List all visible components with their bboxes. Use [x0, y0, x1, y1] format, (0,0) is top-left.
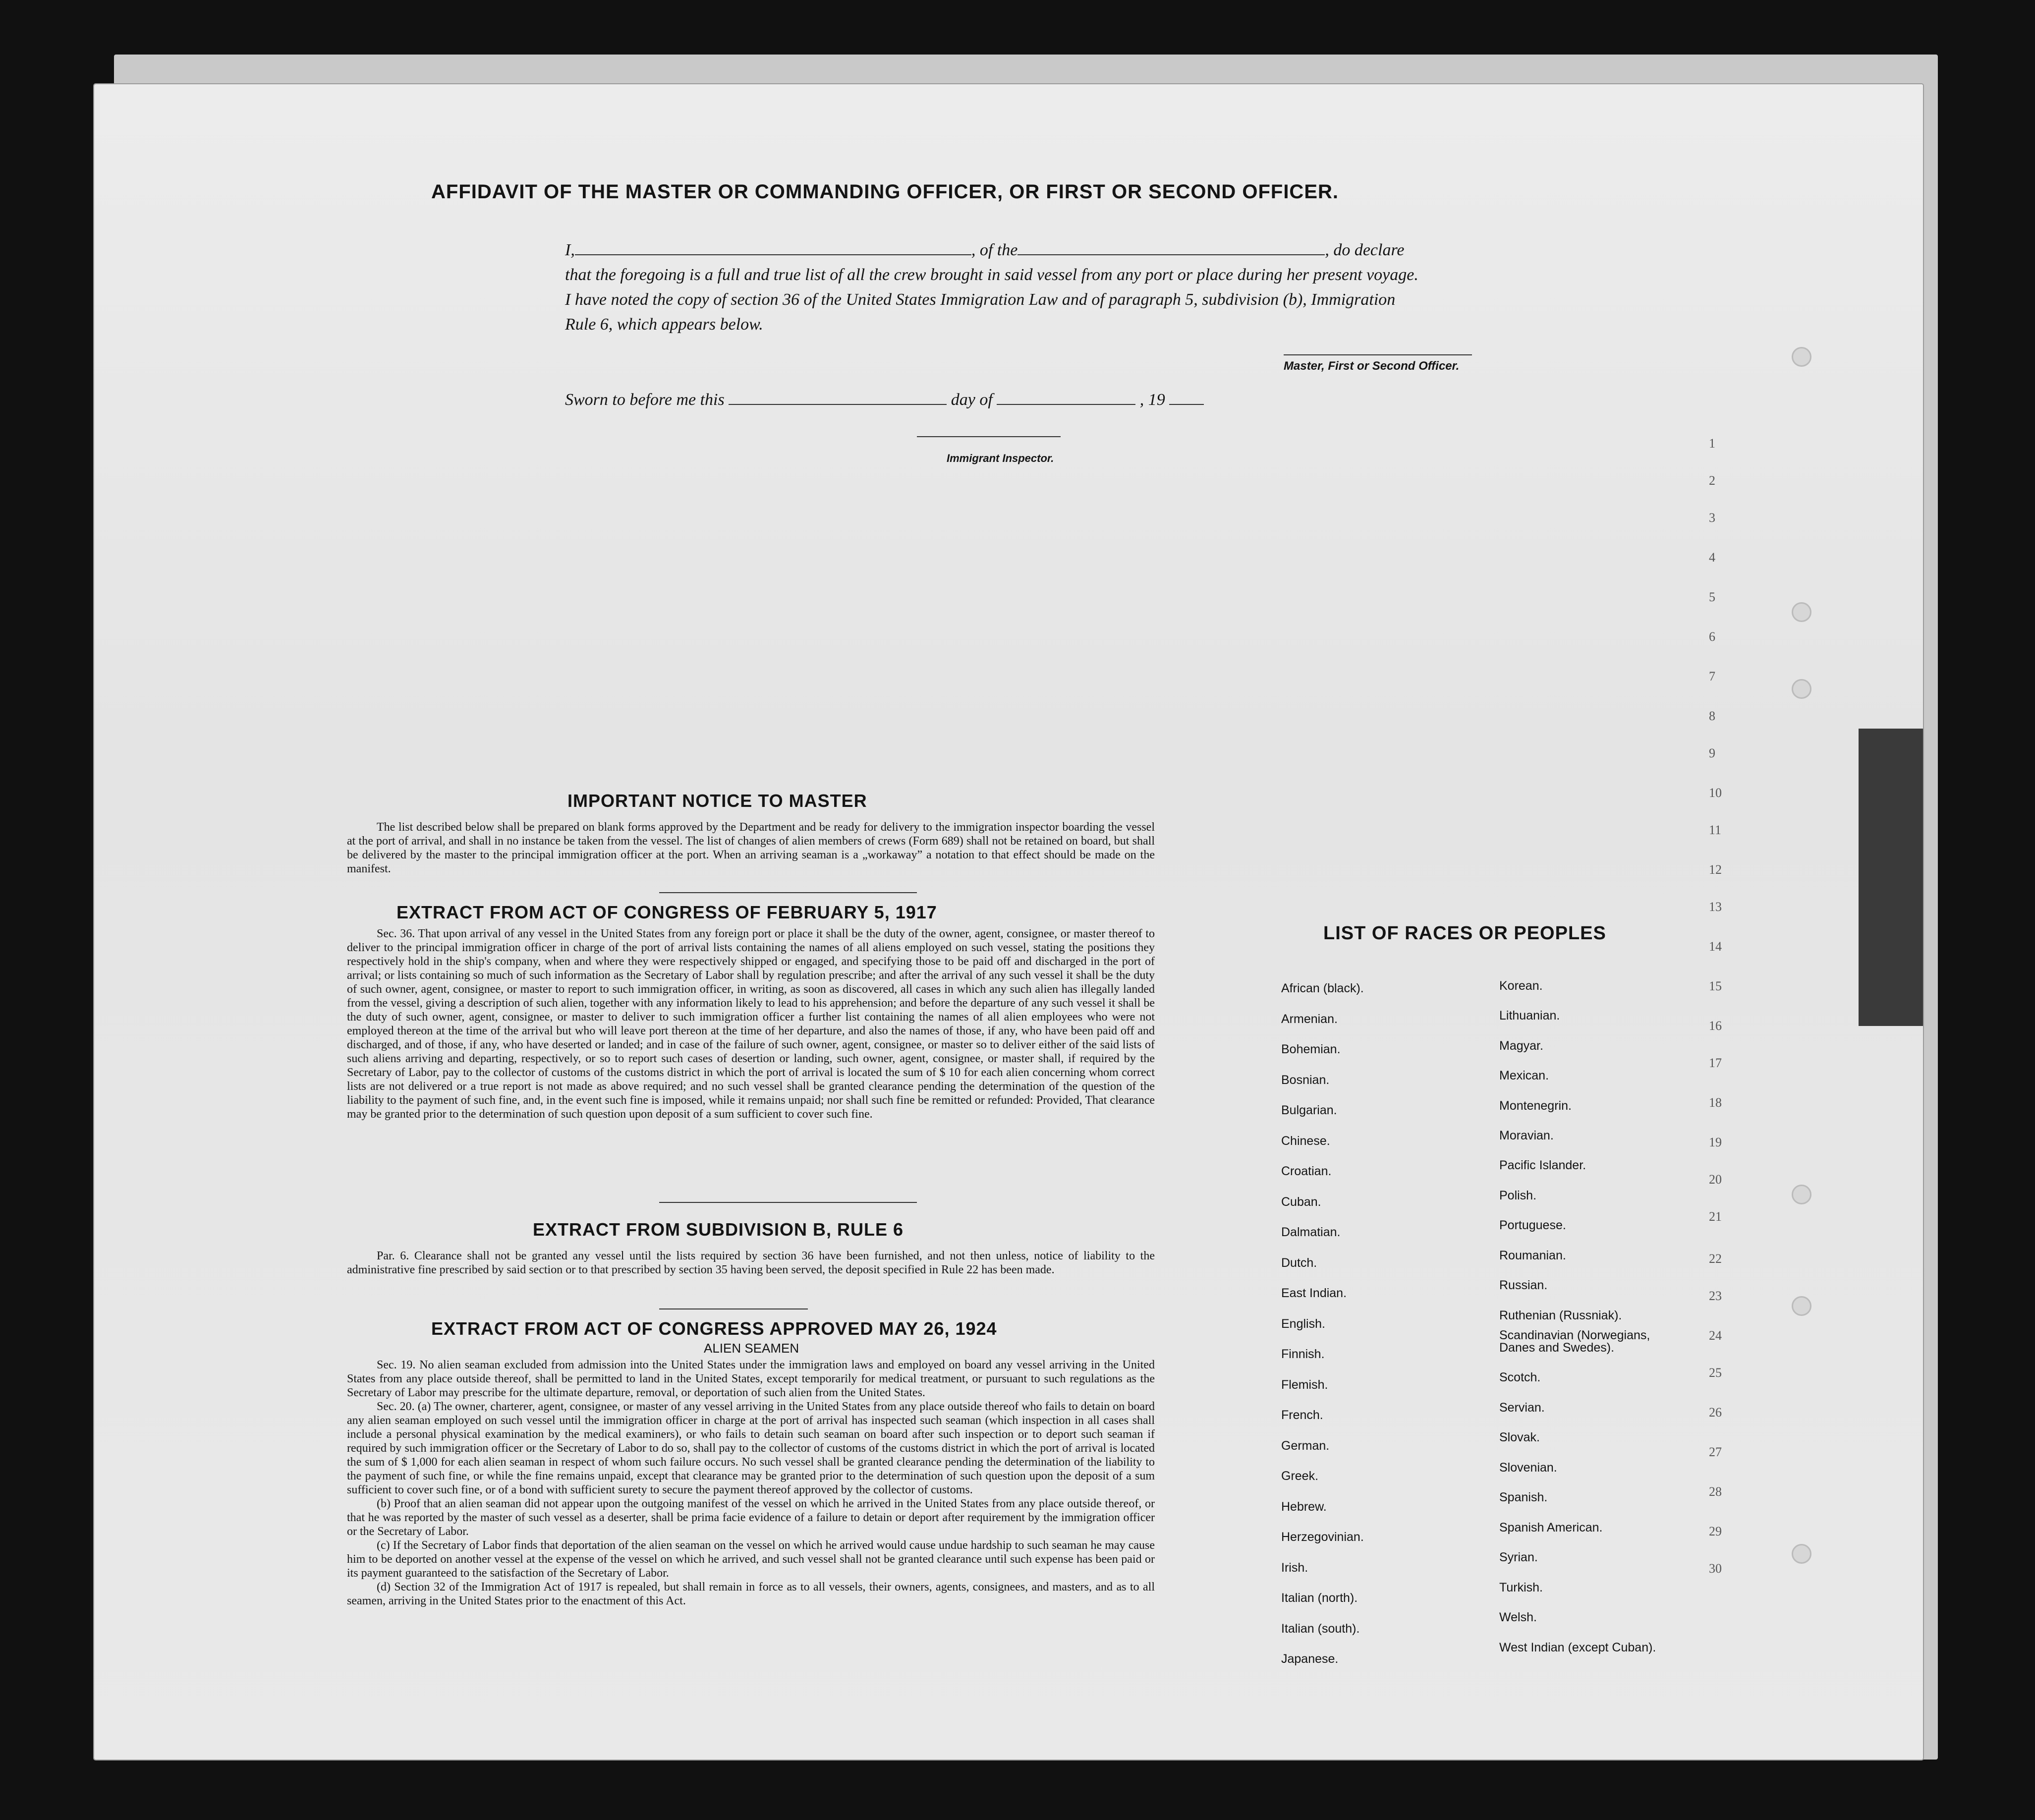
act-1924-sec-19: Sec. 19. No alien seaman excluded from admission into the United States under the immigration laws and employed on board any vessel arriving in the United States from any place outside thereof, shall be permitted to land in the United States, except temporarily for medical treatment, or pursuant to such regulations as the Secretary of Labor may prescribe for the ultimate departure, removal, or deportation of such alien from the United States. — [347, 1359, 1155, 1399]
race-item: Irish. — [1281, 1560, 1308, 1575]
race-item: Mexican. — [1499, 1069, 1549, 1082]
race-item: Magyar. — [1499, 1039, 1543, 1053]
divider — [659, 1308, 808, 1309]
race-item: African (black). — [1281, 981, 1364, 995]
inspector-line[interactable] — [917, 436, 1061, 437]
punch-hole — [1792, 1296, 1811, 1316]
sworn-day-blank[interactable] — [729, 389, 947, 405]
race-item: Dutch. — [1281, 1255, 1317, 1270]
signature-label: Master, First or Second Officer. — [1284, 359, 1460, 373]
race-item: Korean. — [1499, 979, 1543, 993]
divider — [659, 892, 917, 893]
race-item: Cuban. — [1281, 1194, 1321, 1209]
notice-title: IMPORTANT NOTICE TO MASTER — [567, 791, 867, 811]
divider — [659, 1202, 917, 1203]
race-item: Spanish. — [1499, 1490, 1548, 1504]
affidavit-line2: that the foregoing is a full and true list of all the crew brought in said vessel from any port or place during her present voyage. — [565, 266, 1418, 284]
act-1917-title: EXTRACT FROM ACT OF CONGRESS OF FEBRUARY 5, 1917 — [396, 902, 937, 922]
race-item: Portuguese. — [1499, 1218, 1566, 1232]
act-1917-paragraph: Sec. 36. That upon arrival of any vessel in the United States from any foreign port or place it shall be the duty of the owner, agent, consignee, or master thereof to deliver to the principal immigration officer in charge of the port of arrival lists containing the names of all aliens employed on such vessel, stating the positions they respectively hold in the ship's company, when and where they were respectively shipped or engaged, and specifying those to be paid off and discharged in the port of arrival; or lists containing so much of such information as the Secretary of Labor shall by regulation prescribe; and after the arrival of any such vessel it shall be the duty of such owner, agent, consignee, or master to report to such immigration officer, in writing, as soon as discovered, all cases in which any such alien has illegally landed from the vessel, giving a description of such alien, together with any information likely to lead to his apprehension; and before the departure of any such vessel it shall be the duty of such owner, agent, consignee, or master to deliver to such immigration officer a further list containing the names of all alien employees who were not employed thereon at the time of the arrival but who will leave port thereon at the time of her departure, and also the names of those, if any, who have been paid off and discharged, and of those, if any, who have deserted or landed; and in case of the failure of such owner, agent, consignee, or master so to deliver either of the said lists of such aliens arriving and departing, respectively, or so to report such cases of desertion or landing, such owner, agent, consignee, or master shall, if required by the Secretary of Labor, pay to the collector of customs of the customs district in which the port of arrival is located the sum of $ 10 for each alien concerning whom correct lists are not delivered or a true report is not made as above required; and no such vessel shall be granted clearance pending the determination of the question of the liability to the payment of such fine, and, in the event such fine is imposed, while it remains unpaid; nor shall such fine be remitted or refunded: Provided, That clearance may be granted prior to the determination of such question upon deposit of a sum sufficient to cover such fine. — [347, 927, 1155, 1121]
act-1924-sec-20a: Sec. 20. (a) The owner, charterer, agent, consignee, or master of any vessel arriving in the United States from any place outside thereof who fails to detain on board any alien seaman employed on such vessel until the immigration officer in charge at the port of arrival has inspected such seaman (which inspection in all cases shall include a personal physical examination by the medical examiners), or who fails to detain such seaman on board after such inspection or to deport such seaman if required by such immigration officer or the Secretary of Labor to do so, shall pay to the collector of customs of the customs district in which the port of arrival is located the sum of $ 1,000 for each alien seaman in respect of whom such failure occurs. No such vessel shall be granted clearance pending the determination of the liability to the payment of such fine, or while the fine remains unpaid, except that clearance may be granted prior to the determination of such question upon the deposit of a sum sufficient to cover such fine, or of a bond with sufficient surety to secure the payment thereof approved by the collector of customs. — [347, 1400, 1155, 1496]
race-item: Slovak. — [1499, 1430, 1540, 1444]
race-item: Armenian. — [1281, 1012, 1338, 1026]
race-item: Italian (south). — [1281, 1621, 1360, 1636]
affidavit-i: I, — [565, 241, 575, 259]
race-item: Moravian. — [1499, 1129, 1554, 1142]
race-item: Scotch. — [1499, 1370, 1541, 1384]
act-1924-text — [347, 1358, 1155, 1608]
sworn-month-blank[interactable] — [997, 389, 1135, 405]
affidavit-declare: , do declare — [1325, 241, 1405, 259]
sworn-line — [565, 389, 1204, 409]
race-item: French. — [1281, 1408, 1323, 1422]
race-item: Polish. — [1499, 1189, 1537, 1202]
race-item: Bulgarian. — [1281, 1103, 1337, 1117]
race-item: Italian (north). — [1281, 1591, 1358, 1605]
affidavit-line3: I have noted the copy of section 36 of the United States Immigration Law and of paragraph 5, subdivision (b), Immigration — [565, 290, 1396, 309]
race-item: West Indian (except Cuban). — [1499, 1641, 1656, 1654]
race-item: Ruthenian (Russniak). — [1499, 1308, 1622, 1322]
act-1924-sec-20d: (d) Section 32 of the Immigration Act of 1917 is repealed, but shall remain in force as to all vessels, their owners, agents, consignees, and masters, and as to all seamen, arriving in the United States prior to the enactment of this Act. — [347, 1581, 1155, 1607]
race-item: Scandinavian (Norwegians, — [1499, 1328, 1650, 1342]
act-1924-sec-20c: (c) If the Secretary of Labor finds that deportation of the alien seaman on the vessel on which he arrived would cause undue hardship to such seaman he may cause him to be deported on another vessel at the expense of the vessel on which he arrived, and such vessel shall not be granted clearance until such expense has been paid or its payment guaranteed to the satisfaction of the Secretary of Labor. — [347, 1539, 1155, 1580]
race-item: Syrian. — [1499, 1550, 1538, 1564]
race-item: Montenegrin. — [1499, 1099, 1572, 1113]
rule-6-paragraph: Par. 6. Clearance shall not be granted any vessel until the lists required by section 36 have been furnished, and not then unless, notice of liability to the administrative fine prescribed by said section or to that prescribed by section 35 having been served, the deposit specified in Rule 22 has been made. — [347, 1250, 1155, 1276]
punch-hole — [1792, 1544, 1811, 1564]
race-item: Dalmatian. — [1281, 1225, 1341, 1239]
race-item: Slovenian. — [1499, 1461, 1557, 1475]
affidavit-title: AFFIDAVIT OF THE MASTER OR COMMANDING OFFICER, OR FIRST OR SECOND OFFICER. — [431, 181, 1339, 203]
race-item: Spanish American. — [1499, 1521, 1603, 1535]
punch-hole — [1792, 679, 1811, 699]
notice-text — [347, 820, 1155, 876]
race-item: Japanese. — [1281, 1652, 1339, 1666]
race-item: German. — [1281, 1438, 1330, 1453]
affidavit-text — [565, 238, 1477, 337]
act-1924-title: EXTRACT FROM ACT OF CONGRESS APPROVED MAY 26, 1924 — [431, 1318, 997, 1339]
race-item: Russian. — [1499, 1278, 1548, 1292]
race-item: Welsh. — [1499, 1610, 1537, 1624]
race-item: Turkish. — [1499, 1581, 1543, 1594]
race-item: Pacific Islander. — [1499, 1158, 1586, 1172]
sworn-day-of: day of — [951, 391, 993, 409]
affidavit-line4: Rule 6, which appears below. — [565, 315, 763, 334]
race-item: Croatian. — [1281, 1164, 1332, 1178]
act-1917-text — [347, 927, 1155, 1121]
signature-line[interactable] — [1284, 354, 1472, 355]
inspector-label: Immigrant Inspector. — [947, 452, 1054, 464]
vessel-blank[interactable] — [1018, 239, 1325, 255]
race-item: Servian. — [1499, 1401, 1545, 1415]
sworn-year: , 19 — [1139, 391, 1165, 409]
name-blank[interactable] — [575, 239, 971, 255]
race-item: Chinese. — [1281, 1134, 1330, 1148]
race-item: Finnish. — [1281, 1347, 1325, 1361]
races-title: LIST OF RACES OR PEOPLES — [1323, 923, 1606, 944]
rule-6-text — [347, 1249, 1155, 1277]
side-tab — [1859, 729, 1923, 1026]
race-item: Hebrew. — [1281, 1499, 1327, 1514]
race-item: Herzegovinian. — [1281, 1530, 1364, 1544]
act-1924-sec-20b: (b) Proof that an alien seaman did not appear upon the outgoing manifest of the vessel on which he arrived in the United States from any place outside thereof, or that he was reported by the master of such vessel as a deserter, shall be prima facie evidence of a failure to detain or deport after requirement by the immigration officer or the Secretary of Labor. — [347, 1497, 1155, 1538]
notice-paragraph: The list described below shall be prepared on blank forms approved by the Department and be ready for delivery to the immigration inspector boarding the vessel at the port of arrival, and shall in no instance be taken from the vessel. The list of changes of alien members of crews (Form 689) shall not be retained on board, but shall be delivered by the master to the principal immigration officer at the port. When an arriving seaman is a „workaway” a notation to that effect should be made on the manifest. — [347, 821, 1155, 875]
punch-hole — [1792, 347, 1811, 367]
race-item: East Indian. — [1281, 1286, 1347, 1300]
sworn-year-blank[interactable] — [1169, 389, 1204, 405]
race-item: Roumanian. — [1499, 1249, 1566, 1262]
act-1924-subtitle: ALIEN SEAMEN — [704, 1341, 799, 1356]
affidavit-of-the: , of the — [971, 241, 1018, 259]
race-item: Danes and Swedes). — [1499, 1341, 1615, 1355]
race-item: Bosnian. — [1281, 1073, 1330, 1087]
punch-hole — [1792, 1185, 1811, 1204]
race-item: English. — [1281, 1316, 1325, 1331]
punch-hole — [1792, 602, 1811, 622]
race-item: Flemish. — [1281, 1377, 1328, 1392]
race-item: Lithuanian. — [1499, 1009, 1560, 1023]
race-item: Bohemian. — [1281, 1042, 1341, 1056]
race-item: Greek. — [1281, 1469, 1319, 1483]
sworn-prefix: Sworn to before me this — [565, 391, 725, 409]
rule-6-title: EXTRACT FROM SUBDIVISION B, RULE 6 — [533, 1219, 904, 1240]
